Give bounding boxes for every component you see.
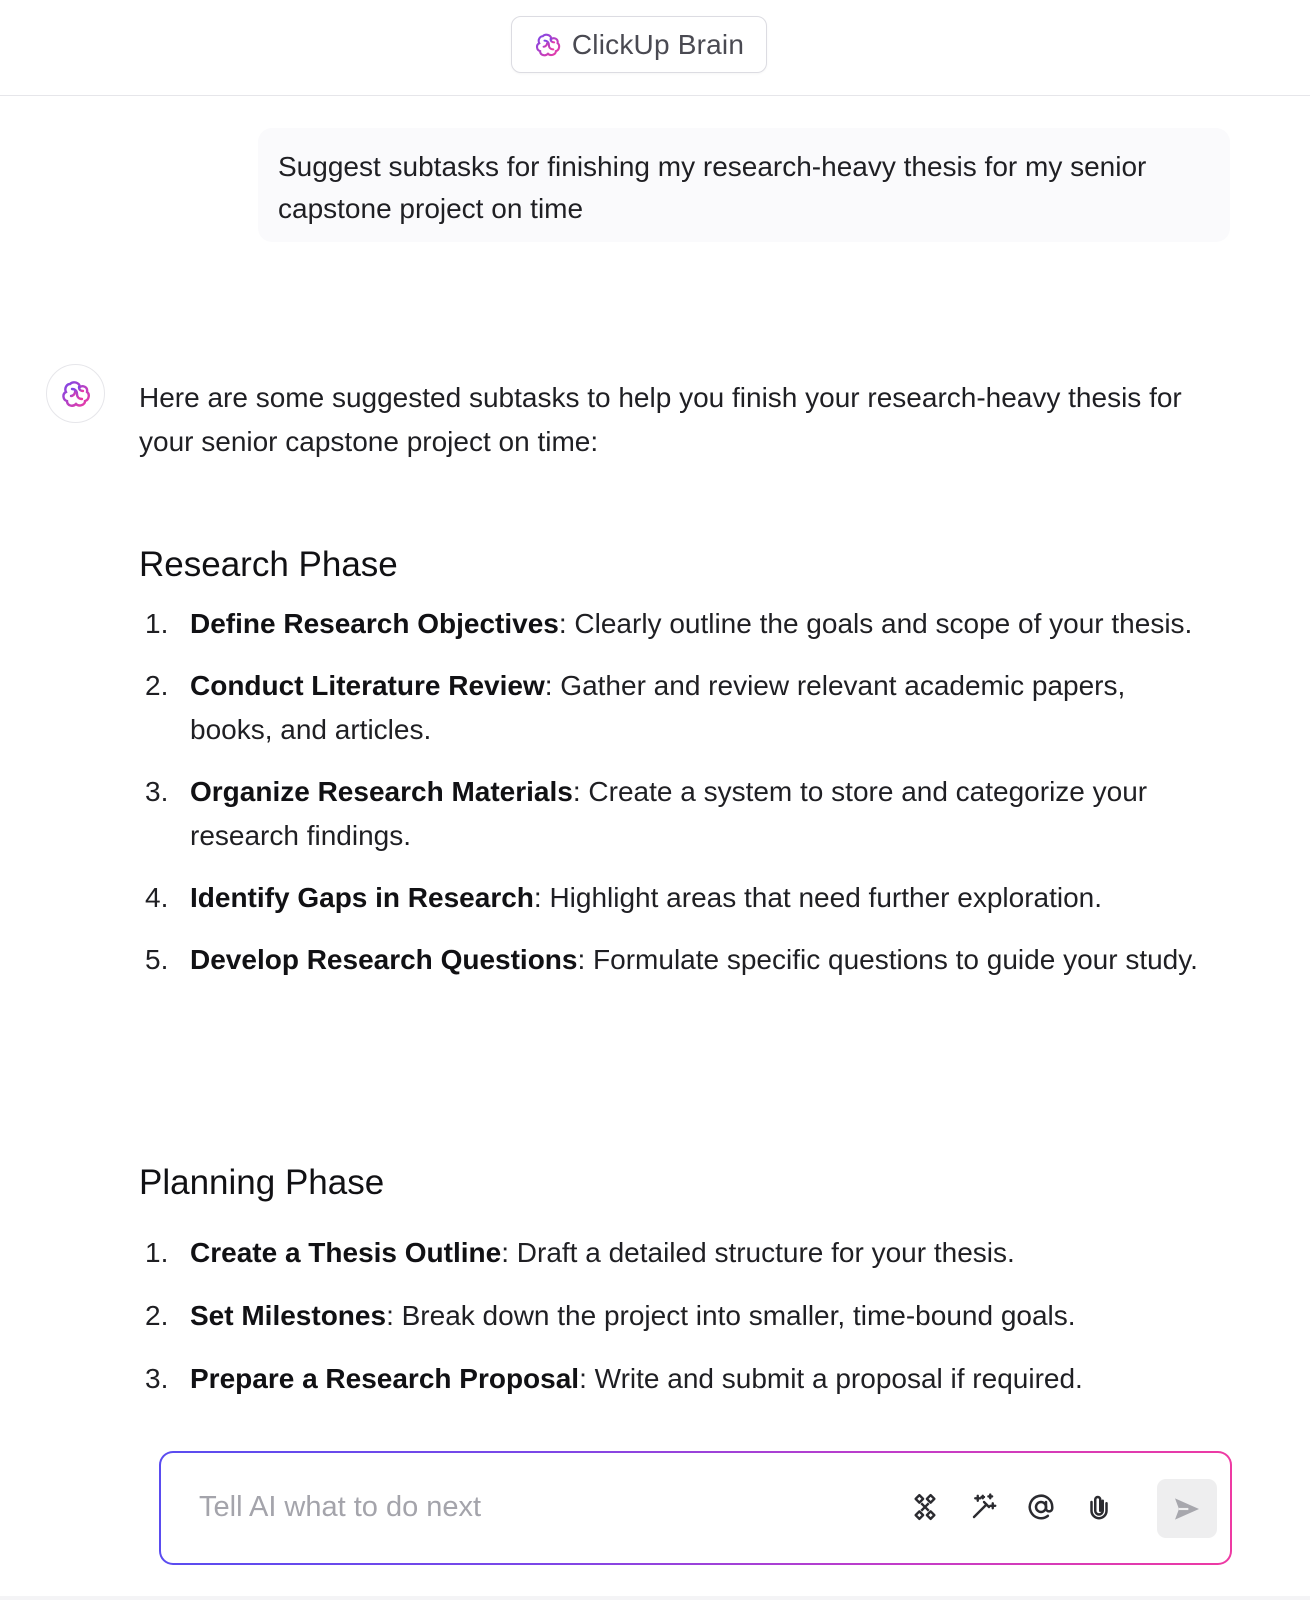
ai-response bbox=[139, 376, 1199, 464]
paperclip-icon[interactable] bbox=[1081, 1489, 1117, 1525]
app-title: ClickUp Brain bbox=[571, 28, 745, 60]
list-item-title: Identify Gaps in Research bbox=[190, 882, 534, 913]
header-bar bbox=[0, 0, 1310, 96]
ai-response-intro: Here are some suggested subtasks to help you finish your research-heavy thesis for your senior capstone project on time: bbox=[139, 382, 1182, 457]
send-icon bbox=[1171, 1493, 1203, 1525]
list-item bbox=[139, 876, 1199, 920]
planning-phase-list bbox=[139, 1231, 1199, 1401]
list-item-number: 1. bbox=[145, 608, 169, 639]
list-item bbox=[139, 1294, 1199, 1338]
list-item bbox=[139, 1357, 1199, 1401]
user-message-bubble bbox=[258, 128, 1230, 242]
list-item-number: 3. bbox=[145, 776, 169, 807]
list-item-title: Set Milestones bbox=[190, 1300, 387, 1331]
list-item-title: Define Research Objectives bbox=[190, 608, 559, 639]
list-item-text: : Gather and review relevant academic papers, books, and articles. bbox=[190, 670, 1126, 745]
list-item-title: Conduct Literature Review bbox=[190, 670, 545, 701]
list-item-number: 4. bbox=[145, 882, 169, 913]
list-item-text: : Write and submit a proposal if required. bbox=[579, 1363, 1083, 1394]
ai-avatar bbox=[46, 364, 105, 423]
list-item bbox=[139, 938, 1199, 982]
send-button[interactable] bbox=[1157, 1479, 1217, 1538]
research-phase-list bbox=[139, 602, 1199, 982]
brain-icon bbox=[534, 31, 562, 59]
clickup-brain-title-pill[interactable] bbox=[511, 16, 767, 73]
user-message-text: Suggest subtasks for finishing my research-heavy thesis for my senior capstone project on time bbox=[278, 151, 1147, 224]
list-item-text: : Formulate specific questions to guide your study. bbox=[577, 944, 1198, 975]
bottom-divider bbox=[0, 1596, 1310, 1600]
list-item bbox=[139, 770, 1199, 858]
list-item-title: Prepare a Research Proposal bbox=[190, 1363, 580, 1394]
brain-icon bbox=[60, 378, 92, 410]
list-item-text: : Highlight areas that need further exploration. bbox=[533, 882, 1103, 913]
list-item bbox=[139, 602, 1199, 646]
list-item-number: 2. bbox=[145, 1300, 169, 1331]
composer-gradient-border bbox=[159, 1451, 1232, 1565]
list-item-text: : Clearly outline the goals and scope of your thesis. bbox=[558, 608, 1193, 639]
list-item-text: : Break down the project into smaller, time-bound goals. bbox=[386, 1300, 1076, 1331]
apps-icon[interactable] bbox=[907, 1489, 943, 1525]
section-title-research-phase: Research Phase bbox=[139, 545, 398, 584]
list-item-title: Develop Research Questions bbox=[190, 944, 578, 975]
list-item-number: 2. bbox=[145, 670, 169, 701]
section-title-planning-phase: Planning Phase bbox=[139, 1163, 385, 1202]
list-item bbox=[139, 664, 1199, 752]
list-item bbox=[139, 1231, 1199, 1275]
ai-prompt-input[interactable] bbox=[199, 1481, 839, 1533]
composer bbox=[161, 1453, 1230, 1563]
list-item-text: : Create a system to store and categorize your research findings. bbox=[190, 776, 1148, 851]
list-item-title: Create a Thesis Outline bbox=[190, 1237, 502, 1268]
at-mention-icon[interactable] bbox=[1023, 1489, 1059, 1525]
list-item-number: 1. bbox=[145, 1237, 169, 1268]
list-item-number: 3. bbox=[145, 1363, 169, 1394]
list-item-number: 5. bbox=[145, 944, 169, 975]
magic-wand-icon[interactable] bbox=[966, 1489, 1002, 1525]
list-item-text: : Draft a detailed structure for your thesis. bbox=[501, 1237, 1015, 1268]
list-item-title: Organize Research Materials bbox=[190, 776, 573, 807]
